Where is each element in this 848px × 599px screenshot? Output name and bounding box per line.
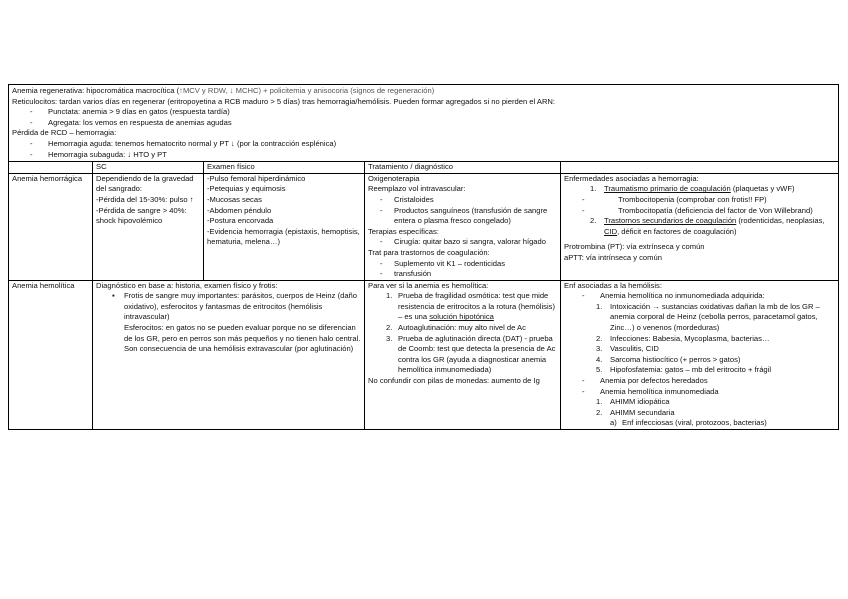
cell-tratamiento-hemolitica	[365, 280, 561, 429]
trat-title: Para ver si la anemia es hemolítica:	[368, 280, 489, 290]
trat-line: Trat para trastornos de coagulación:	[368, 247, 490, 257]
aptt-line: aPTT: vía intrínseca y común	[564, 252, 662, 262]
list-item: - Anemia hemolítica inmunomediada	[564, 387, 835, 398]
anemia-table	[8, 84, 839, 430]
enf-num-list	[564, 302, 835, 376]
list-item: - Productos sanguíneos (transfusión de sangre entera o plasma fresco congelado)	[368, 206, 557, 227]
enf-title: Enf asociadas a la hemólisis:	[564, 280, 662, 290]
list-item: - Cirugía: quitar bazo si sangra, valorar hígado	[368, 237, 557, 248]
item-underlined: Trastornos secundarios de coagulación	[604, 216, 737, 226]
list-item: - Hemorragia subaguda: ↓ HTO y PT	[12, 150, 835, 161]
list-item: - Anemia hemolítica no inmunomediada adquirida:	[564, 291, 835, 302]
enf-letter-list	[564, 418, 835, 429]
item-text: Trombocitopatía (deficiencia del factor de Von Willebrand)	[618, 205, 813, 215]
item-text: Intoxicación → sustancias oxidativas dañan la mb de los GR – anemia corporal de Heinz (cebolla perros, paracetamol gatos, Zinc…) o venenos (mordeduras)	[610, 301, 820, 333]
header-row	[9, 162, 839, 174]
diag-list	[96, 291, 361, 323]
list-item	[564, 355, 835, 366]
item-text: Prueba de fragilidad osmótica: test que mide resistencia de eritrocitos a la rotura (hemólisis) – es una	[398, 291, 555, 322]
vol-list	[368, 195, 557, 227]
sc-line: -Pérdida de sangre > 40%: shock hipovolémico	[96, 205, 187, 226]
item-text: AHIMM idiopática	[610, 397, 670, 407]
item-underlined: Traumatismo primario de coagulación	[604, 184, 731, 194]
item-number: 2.	[596, 407, 603, 417]
cell-diagnostico-hemolitica	[93, 280, 365, 429]
list-item	[564, 216, 835, 237]
examen-line: -Pulso femoral hiperdinámico	[207, 173, 306, 183]
intro-line-reticulocitos: Reticulocitos: tardan varios días en regenerar (eritropoyetina a RCB maduro > 5 días) tras hemorragia/hemólisis. Pueden formar agregados si no pierden el ARN:	[12, 96, 556, 106]
item-text: Vasculitis, CID	[610, 344, 659, 354]
list-item	[564, 302, 835, 334]
header-tratamiento: Tratamiento / diagnóstico	[365, 162, 561, 174]
enf-imm-list	[564, 397, 835, 418]
item-text: Prueba de aglutinación directa (DAT) - prueba de Coomb: test que detecta la presencia de Ac contra los GR (ayuda a diagnosticar anemia hemolítica inmunomediada)	[398, 333, 556, 375]
diag-line: Esferocitos: en gatos no se pueden evaluar porque no se diferencian de los GR, pero en perros son más pequeños y no tienen halo central. Son consecuencia de una hemólisis extravascular (por aglutinación)	[124, 323, 361, 354]
intro-line-regenerativa	[12, 86, 835, 97]
list-item	[368, 323, 557, 334]
reticulocitos-list	[12, 107, 835, 128]
list-item: - Anemia por defectos heredados	[564, 376, 835, 387]
list-item	[564, 365, 835, 376]
item-number: 2.	[386, 323, 393, 333]
item-number: 3.	[386, 333, 393, 343]
list-item	[564, 195, 835, 206]
item-number: 1.	[386, 291, 393, 301]
enf-sub-list	[564, 195, 835, 216]
intro-line1-a: Anemia regenerativa: hipocromática macrocítica (	[12, 86, 180, 95]
item-text: , déficit en factores de coagulación)	[617, 226, 737, 236]
row-title-hemolitica	[9, 280, 93, 429]
trat-line: Oxigenoterapia	[368, 173, 420, 183]
item-text: Sarcoma histiocítico (+ perros > gatos)	[610, 354, 741, 364]
notes-sheet	[8, 84, 838, 430]
list-item: - Hemorragia aguda: tenemos hematocrito normal y PT ↓ (por la contracción esplénica)	[12, 139, 835, 150]
enf-dash-1	[564, 291, 835, 302]
item-number: 5.	[596, 365, 603, 375]
list-item: - Suplemento vit K1 – rodenticidas	[368, 259, 557, 270]
list-item	[564, 184, 835, 195]
list-item	[564, 334, 835, 345]
list-item	[564, 344, 835, 355]
item-number: 1.	[590, 184, 597, 194]
item-number: 2.	[590, 216, 597, 226]
intro-cell	[9, 85, 839, 162]
esp-list	[368, 237, 557, 248]
cell-enfermedades-hemolitica	[561, 280, 839, 429]
item-text: (rodenticidas, neoplasias,	[736, 216, 825, 226]
hemorragia-list	[12, 139, 835, 160]
item-number: 1.	[596, 301, 603, 311]
list-item	[564, 408, 835, 419]
cell-tratamiento-hemorragica	[365, 173, 561, 280]
list-item	[564, 397, 835, 408]
header-enfermedades	[561, 162, 839, 174]
list-item	[564, 418, 835, 429]
examen-line: -Postura encorvada	[207, 216, 274, 226]
row-hemorragica	[9, 173, 839, 280]
row-title-hemorragica	[9, 173, 93, 280]
list-item: - Agregata: los vemos en respuesta de anemias agudas	[12, 118, 835, 129]
trat-foot: No confundir con pilas de monedas: aumento de Ig	[368, 376, 540, 386]
item-text: AHIMM secundaria	[610, 407, 675, 417]
row-title-text: Anemia hemorrágica	[12, 173, 83, 183]
examen-line: -Evidencia hemorragia (epistaxis, hemoptisis, hematuria, melena…)	[207, 226, 360, 247]
header-empty	[9, 162, 93, 174]
row-hemolitica	[9, 280, 839, 429]
enf-list-1	[564, 184, 835, 195]
enf-list-2	[564, 216, 835, 237]
enf-title: Enfermedades asociadas a hemorragia:	[564, 173, 699, 183]
item-number: 4.	[596, 354, 603, 364]
pt-line: Protrombina (PT): vía extrínseca y común	[564, 242, 705, 252]
item-letter: a)	[610, 418, 617, 428]
examen-line: -Abdomen péndulo	[207, 205, 272, 215]
trat-line: Terapias específicas:	[368, 226, 439, 236]
trat-list	[368, 291, 557, 376]
item-number: 1.	[596, 397, 603, 407]
intro-row	[9, 85, 839, 162]
examen-line: -Petequias y equimosis	[207, 184, 286, 194]
item-text: Infecciones: Babesia, Mycoplasma, bacterias…	[610, 333, 770, 343]
row-title-text: Anemia hemolítica	[12, 280, 75, 290]
list-item	[368, 291, 557, 323]
item-text: Enf infecciosas (viral, protozoos, bacterias)	[622, 418, 767, 428]
list-item	[368, 334, 557, 376]
list-item: ▪ Frotis de sangre muy importantes: parásitos, cuerpos de Heinz (daño oxidativo), esferocitos y fantasmas de eritrocitos (hemólisis intravascular)	[96, 291, 361, 323]
item-text: Trombocitopenia (comprobar con frotis!! FP)	[618, 194, 767, 204]
cell-examen-hemorragica	[204, 173, 365, 280]
cell-enfermedades-hemorragica	[561, 173, 839, 280]
sc-line: Dependiendo de la gravedad del sangrado:	[96, 173, 194, 194]
item-number: 3.	[596, 344, 603, 354]
intro-line1-b: ↑MCV y RDW, ↓ MCHC) + policitemia y anisocoria (signos de regeneración)	[179, 86, 435, 95]
item-text: Autoaglutinación: muy alto nivel de Ac	[398, 323, 526, 333]
trat-line: Reemplazo vol intravascular:	[368, 184, 466, 194]
header-sc: SC	[93, 162, 204, 174]
list-item	[564, 206, 835, 217]
item-text: Hipofosfatemia: gatos – mb del eritrocito + frágil	[610, 365, 772, 375]
diag-title: Diagnóstico en base a: historia, examen físico y frotis:	[96, 280, 278, 290]
item-number: 2.	[596, 333, 603, 343]
cell-sc-hemorragica	[93, 173, 204, 280]
enf-dash-2	[564, 376, 835, 397]
list-item: - Cristaloides	[368, 195, 557, 206]
header-examen: Examen físico	[204, 162, 365, 174]
list-item: - transfusión	[368, 269, 557, 280]
coag-list	[368, 259, 557, 280]
sc-line: -Pérdida del 15-30%: pulso ↑	[96, 194, 194, 204]
item-underlined: CID	[604, 226, 618, 236]
list-item: - Punctata: anemia > 9 días en gatos (respuesta tardía)	[12, 107, 835, 118]
intro-line-hemorragia: Pérdida de RCD – hemorragia:	[12, 128, 117, 138]
item-underlined: solución hipotónica	[429, 312, 494, 322]
item-text: (plaquetas y vWF)	[730, 184, 795, 194]
examen-line: -Mucosas secas	[207, 194, 262, 204]
